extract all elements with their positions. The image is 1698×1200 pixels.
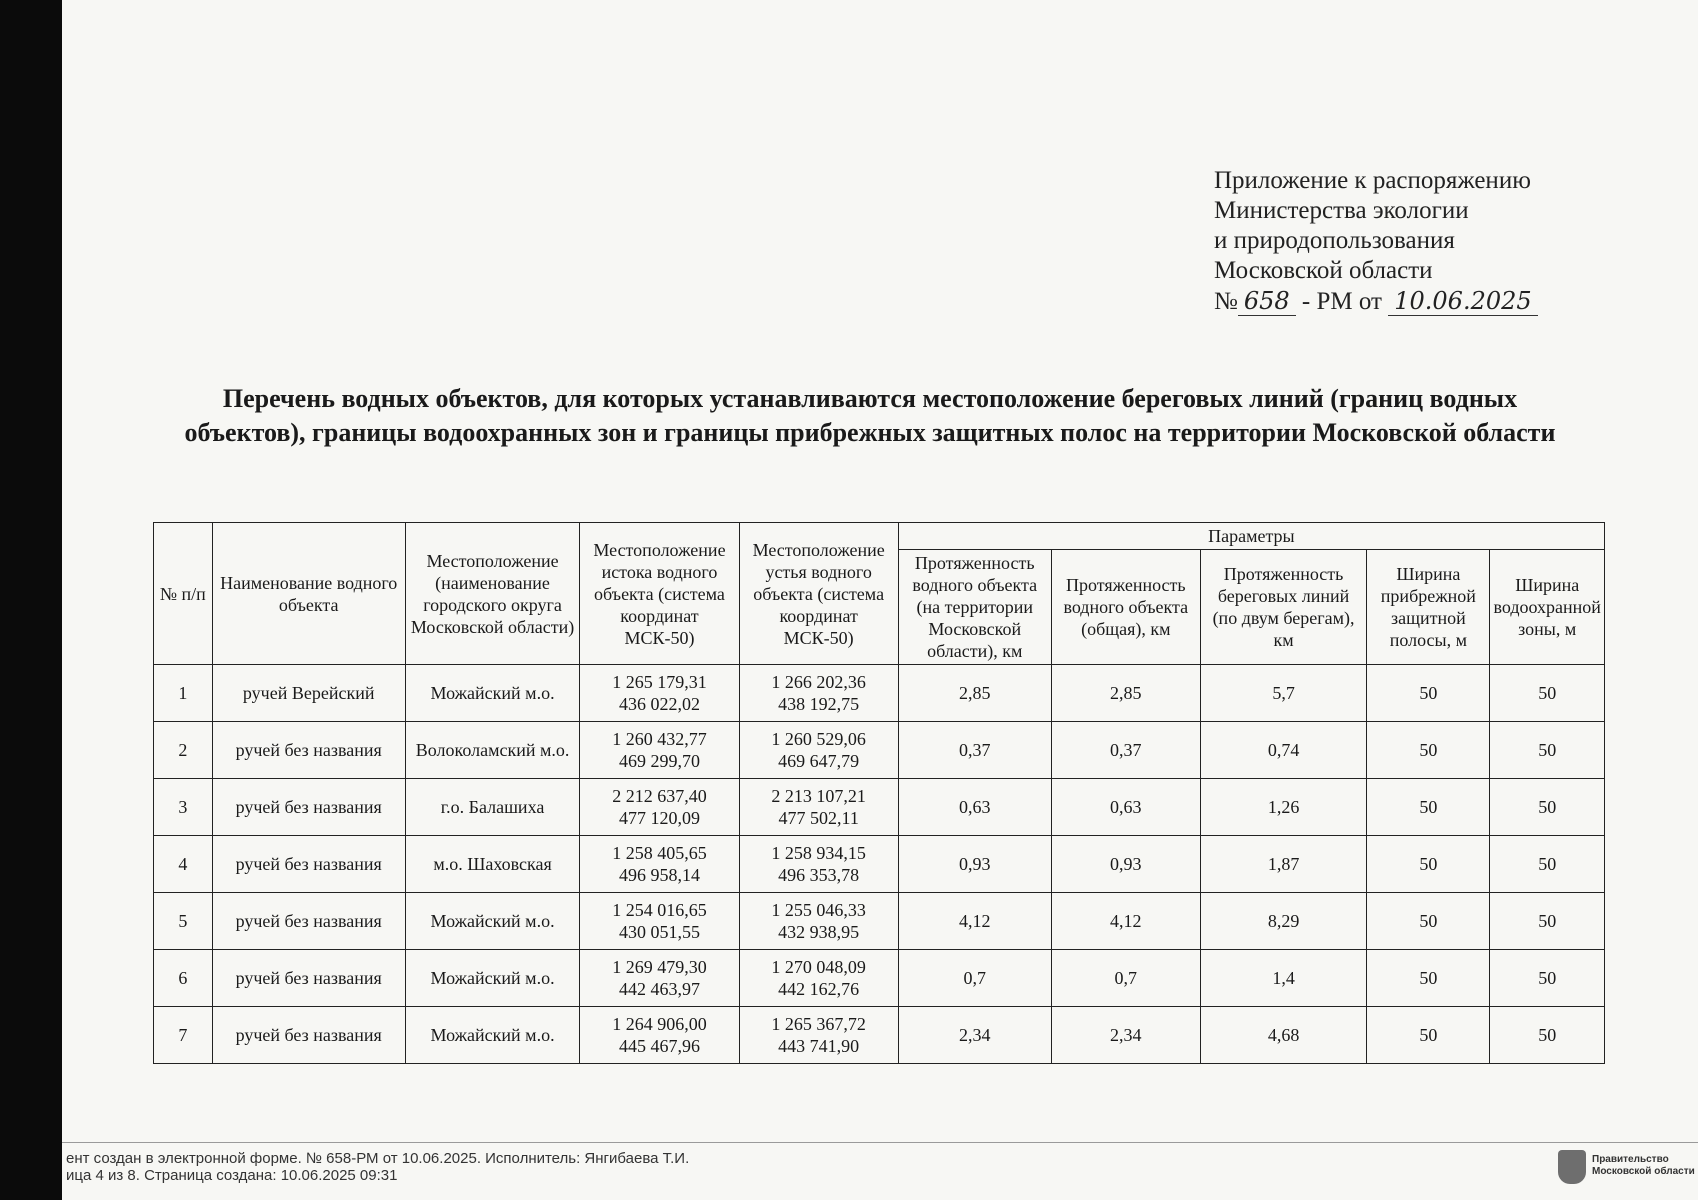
cell-mouth xyxy=(739,893,898,950)
cell-num: 6 xyxy=(154,950,213,1007)
approval-line-4: Московской области xyxy=(1214,257,1433,284)
cell-length-total: 2,34 xyxy=(1051,1007,1200,1064)
source-y: 477 120,09 xyxy=(618,808,700,828)
cell-length-total: 0,63 xyxy=(1051,779,1200,836)
cell-zone-width: 50 xyxy=(1490,779,1605,836)
cell-length-region: 2,85 xyxy=(898,665,1051,722)
header-coastal-width: Ширина прибрежной защитной полосы, м xyxy=(1367,550,1490,665)
source-y: 430 051,55 xyxy=(618,922,700,942)
order-number: 658 xyxy=(1238,287,1296,316)
mouth-x: 1 258 934,15 xyxy=(771,843,866,863)
cell-source xyxy=(580,1007,739,1064)
approval-block xyxy=(1214,166,1538,317)
scan-edge-bar xyxy=(0,0,62,1200)
approval-number-line xyxy=(1214,286,1538,317)
mouth-x: 1 270 048,09 xyxy=(771,957,866,977)
cell-length-region: 2,34 xyxy=(898,1007,1051,1064)
cell-name: ручей без названия xyxy=(212,950,405,1007)
cell-location: Можайский м.о. xyxy=(405,1007,580,1064)
cell-shore-length: 1,87 xyxy=(1200,836,1366,893)
table-row xyxy=(154,836,1605,893)
cell-length-total: 4,12 xyxy=(1051,893,1200,950)
cell-length-region: 4,12 xyxy=(898,893,1051,950)
mouth-x: 1 266 202,36 xyxy=(771,672,866,692)
cell-source xyxy=(580,779,739,836)
table-row xyxy=(154,665,1605,722)
source-x: 1 254 016,65 xyxy=(612,900,707,920)
cell-coastal-width: 50 xyxy=(1367,779,1490,836)
approval-line-2: Министерства экологии xyxy=(1214,197,1469,224)
cell-source xyxy=(580,722,739,779)
source-y: 442 463,97 xyxy=(618,979,700,999)
cell-length-total: 2,85 xyxy=(1051,665,1200,722)
cell-length-region: 0,7 xyxy=(898,950,1051,1007)
cell-shore-length: 8,29 xyxy=(1200,893,1366,950)
mouth-y: 438 192,75 xyxy=(778,694,860,714)
source-y: 436 022,02 xyxy=(618,694,700,714)
cell-length-total: 0,93 xyxy=(1051,836,1200,893)
source-x: 1 269 479,30 xyxy=(612,957,707,977)
mouth-y: 469 647,79 xyxy=(778,751,860,771)
mouth-y: 442 162,76 xyxy=(778,979,860,999)
mouth-y: 477 502,11 xyxy=(778,808,859,828)
mouth-y: 443 741,90 xyxy=(778,1036,860,1056)
footer-divider xyxy=(62,1142,1698,1143)
cell-name: ручей без названия xyxy=(212,1007,405,1064)
cell-location: Можайский м.о. xyxy=(405,665,580,722)
cell-zone-width: 50 xyxy=(1490,665,1605,722)
table-row xyxy=(154,893,1605,950)
gov-logo-text xyxy=(1592,1154,1695,1178)
cell-zone-width: 50 xyxy=(1490,1007,1605,1064)
cell-num: 1 xyxy=(154,665,213,722)
cell-coastal-width: 50 xyxy=(1367,1007,1490,1064)
cell-mouth xyxy=(739,950,898,1007)
cell-length-region: 0,93 xyxy=(898,836,1051,893)
header-location: Местоположение (наименование городского округа Московской области) xyxy=(405,523,580,665)
cell-source xyxy=(580,893,739,950)
cell-num: 5 xyxy=(154,893,213,950)
approval-line-1: Приложение к распоряжению xyxy=(1214,167,1531,194)
mouth-x: 1 255 046,33 xyxy=(771,900,866,920)
gov-line-2: Московской области xyxy=(1592,1166,1695,1177)
footer-line-2: ица 4 из 8. Страница создана: 10.06.2025 09:31 xyxy=(66,1167,398,1184)
cell-source xyxy=(580,665,739,722)
order-date: 10.06.2025 xyxy=(1388,287,1537,316)
mouth-x: 1 265 367,72 xyxy=(771,1014,866,1034)
header-name: Наименование водного объекта xyxy=(212,523,405,665)
cell-coastal-width: 50 xyxy=(1367,950,1490,1007)
cell-num: 2 xyxy=(154,722,213,779)
cell-zone-width: 50 xyxy=(1490,950,1605,1007)
cell-location: Можайский м.о. xyxy=(405,893,580,950)
header-length-total: Протяженность водного объекта (общая), км xyxy=(1051,550,1200,665)
cell-mouth xyxy=(739,665,898,722)
cell-name: ручей без названия xyxy=(212,836,405,893)
water-objects-table xyxy=(153,522,1605,1064)
source-y: 496 958,14 xyxy=(618,865,700,885)
cell-coastal-width: 50 xyxy=(1367,722,1490,779)
cell-shore-length: 0,74 xyxy=(1200,722,1366,779)
cell-location: Можайский м.о. xyxy=(405,950,580,1007)
cell-name: ручей без названия xyxy=(212,893,405,950)
mouth-y: 432 938,95 xyxy=(778,922,860,942)
cell-length-region: 0,63 xyxy=(898,779,1051,836)
cell-num: 3 xyxy=(154,779,213,836)
source-x: 1 258 405,65 xyxy=(612,843,707,863)
document-title: Перечень водных объектов, для которых устанавливаются местоположение береговых линий (границ водных объектов), границы водоохранных зон и границы прибрежных защитных полос на территории Московской области xyxy=(184,384,1556,447)
cell-num: 4 xyxy=(154,836,213,893)
cell-mouth xyxy=(739,836,898,893)
footer-line-1: ент создан в электронной форме. № 658-РМ от 10.06.2025. Исполнитель: Янгибаева Т.И. xyxy=(66,1150,690,1167)
cell-mouth xyxy=(739,1007,898,1064)
source-x: 1 265 179,31 xyxy=(612,672,707,692)
source-y: 445 467,96 xyxy=(618,1036,700,1056)
header-length-region: Протяженность водного объекта (на территории Московской области), км xyxy=(898,550,1051,665)
cell-name: ручей Верейский xyxy=(212,665,405,722)
coat-of-arms-icon xyxy=(1558,1150,1586,1184)
mouth-x: 1 260 529,06 xyxy=(771,729,866,749)
cell-location: г.о. Балашиха xyxy=(405,779,580,836)
cell-coastal-width: 50 xyxy=(1367,665,1490,722)
header-source: Местоположение истока водного объекта (система координат МСК-50) xyxy=(580,523,739,665)
cell-length-total: 0,7 xyxy=(1051,950,1200,1007)
source-x: 2 212 637,40 xyxy=(612,786,707,806)
cell-mouth xyxy=(739,779,898,836)
source-y: 469 299,70 xyxy=(618,751,700,771)
cell-name: ручей без названия xyxy=(212,722,405,779)
footer xyxy=(66,1150,689,1184)
mouth-x: 2 213 107,21 xyxy=(771,786,866,806)
header-params: Параметры xyxy=(898,523,1604,550)
mouth-y: 496 353,78 xyxy=(778,865,860,885)
cell-shore-length: 5,7 xyxy=(1200,665,1366,722)
cell-coastal-width: 50 xyxy=(1367,836,1490,893)
cell-zone-width: 50 xyxy=(1490,836,1605,893)
header-shore-length: Протяженность береговых линий (по двум берегам), км xyxy=(1200,550,1366,665)
cell-zone-width: 50 xyxy=(1490,722,1605,779)
cell-source xyxy=(580,950,739,1007)
cell-shore-length: 4,68 xyxy=(1200,1007,1366,1064)
table-row xyxy=(154,1007,1605,1064)
table-row xyxy=(154,779,1605,836)
cell-coastal-width: 50 xyxy=(1367,893,1490,950)
cell-length-total: 0,37 xyxy=(1051,722,1200,779)
table-row xyxy=(154,722,1605,779)
approval-line-3: и природопользования xyxy=(1214,227,1455,254)
cell-location: Волоколамский м.о. xyxy=(405,722,580,779)
cell-location: м.о. Шаховская xyxy=(405,836,580,893)
source-x: 1 264 906,00 xyxy=(612,1014,707,1034)
header-zone-width: Ширина водоохранной зоны, м xyxy=(1490,550,1605,665)
source-x: 1 260 432,77 xyxy=(612,729,707,749)
table-row xyxy=(154,950,1605,1007)
header-mouth: Местоположение устья водного объекта (система координат МСК-50) xyxy=(739,523,898,665)
cell-source xyxy=(580,836,739,893)
cell-length-region: 0,37 xyxy=(898,722,1051,779)
cell-zone-width: 50 xyxy=(1490,893,1605,950)
cell-num: 7 xyxy=(154,1007,213,1064)
cell-shore-length: 1,4 xyxy=(1200,950,1366,1007)
header-num: № п/п xyxy=(154,523,213,665)
number-suffix: - РМ от xyxy=(1301,288,1382,315)
cell-shore-length: 1,26 xyxy=(1200,779,1366,836)
gov-line-1: Правительство xyxy=(1592,1154,1669,1165)
number-prefix: № xyxy=(1214,288,1238,315)
cell-name: ручей без названия xyxy=(212,779,405,836)
cell-mouth xyxy=(739,722,898,779)
